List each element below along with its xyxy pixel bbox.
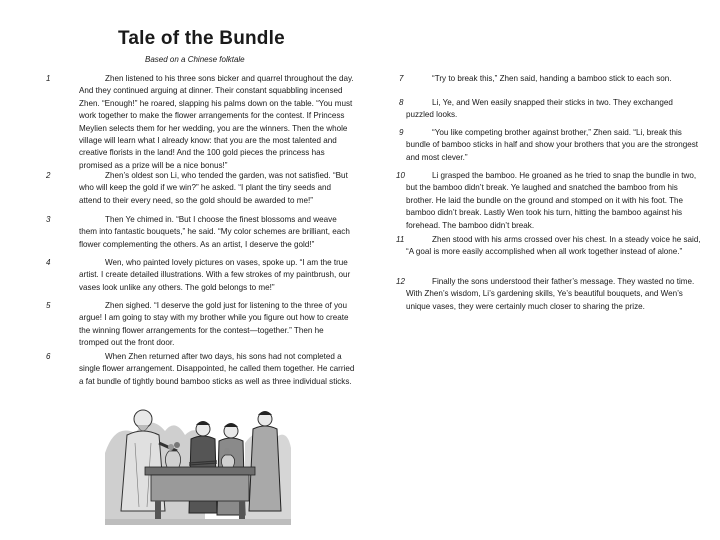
paragraph-number: 12	[396, 277, 405, 286]
paragraph-text: Zhen sighed. “I deserve the gold just for listening to the three of you argue! I am going to stay with my brother while you figure out how to create the winning flower arrangements for the contest—together.” Then he tromped out the front door.	[79, 301, 349, 348]
paragraph-text: “Try to break this,” Zhen said, handing a bamboo stick to each son.	[432, 74, 672, 83]
paragraph-text: Then Ye chimed in. “But I choose the finest blossoms and weave them into fantastic bouquets,” he said. “My color schemes are brilliant, each flower complementing the others. As an artist, I deserve the gold!”	[79, 215, 350, 249]
son-wen-figure	[249, 411, 281, 511]
paragraph-text: When Zhen returned after two days, his sons had not completed a single flower arrangement. Disappointed, he called them together. He carried a fat bundle of tightly bound bamboo sticks as well as three individual sticks.	[79, 352, 355, 386]
paragraph-number: 11	[396, 235, 405, 244]
paragraph-number: 4	[46, 258, 51, 267]
paragraph-text: Finally the sons understood their father’s message. They wasted no time. With Zhen’s wisdom, Li’s gardening skills, Ye’s beautiful bouquets, and Wen’s unique vases, they were certainly much closer to sharing the prize.	[406, 277, 695, 311]
paragraph-number: 2	[46, 171, 51, 180]
story-illustration	[105, 393, 291, 525]
paragraph-number: 1	[46, 74, 51, 83]
paragraph-text: “You like competing brother against brother,” Zhen said. “Li, break this bundle of bamboo sticks in half and show your brothers that you are the strongest and most clever.”	[406, 128, 698, 162]
paragraph-text: Zhen stood with his arms crossed over his chest. In a steady voice he said, “A goal is more easily accomplished when all work together instead of alone.”	[406, 235, 701, 257]
page-subtitle: Based on a Chinese folktale	[145, 55, 245, 64]
paragraph-number: 10	[396, 171, 405, 180]
paragraph-number: 3	[46, 215, 51, 224]
paragraph-number: 9	[399, 128, 404, 137]
paragraph-text: Li, Ye, and Wen easily snapped their sticks in two. They exchanged puzzled looks.	[406, 98, 673, 120]
paragraph-text: Zhen’s oldest son Li, who tended the garden, was not satisfied. “But who will keep the gold if we win?” he asked. “I plant the tiny seeds and attend to their every need, so the gold should be awarded to me!”	[79, 171, 348, 205]
paragraph-number: 5	[46, 301, 51, 310]
paragraph-text: Li grasped the bamboo. He groaned as he tried to snap the bundle in two, but the bamboo didn’t break. Ye laughed and snatched the bamboo from his brother. He laid the bundle on the ground and stomped on it with his foot. The bamboo didn’t break. Lastly Wen took his turn, hitting the bamboo against his forehead. The bamboo didn’t break.	[406, 171, 697, 230]
page-title: Tale of the Bundle	[118, 28, 285, 49]
paragraph-number: 6	[46, 352, 51, 361]
paragraph-number: 8	[399, 98, 404, 107]
paragraph-text: Zhen listened to his three sons bicker and quarrel throughout the day. And they continued arguing at dinner. Their constant squabbling incensed Zhen. “Enough!” he roared, slapping his palms down on the table. “You must work together to make the flower arrangements for the contest. If Princess Meylien selects them for her wedding, you are the winners. Then the whole village will learn what I already know: that you are the most talented and creative florists in the land! And the 100 gold pieces the princess has promised as a prize will be a nice bonus!”	[79, 74, 354, 170]
paragraph-number: 7	[399, 74, 404, 83]
paragraph-text: Wen, who painted lovely pictures on vases, spoke up. “I am the true artist. I create detailed illustrations. With a few strokes of my paintbrush, our vases look unlike any others. The gold belongs to me!”	[79, 258, 351, 292]
